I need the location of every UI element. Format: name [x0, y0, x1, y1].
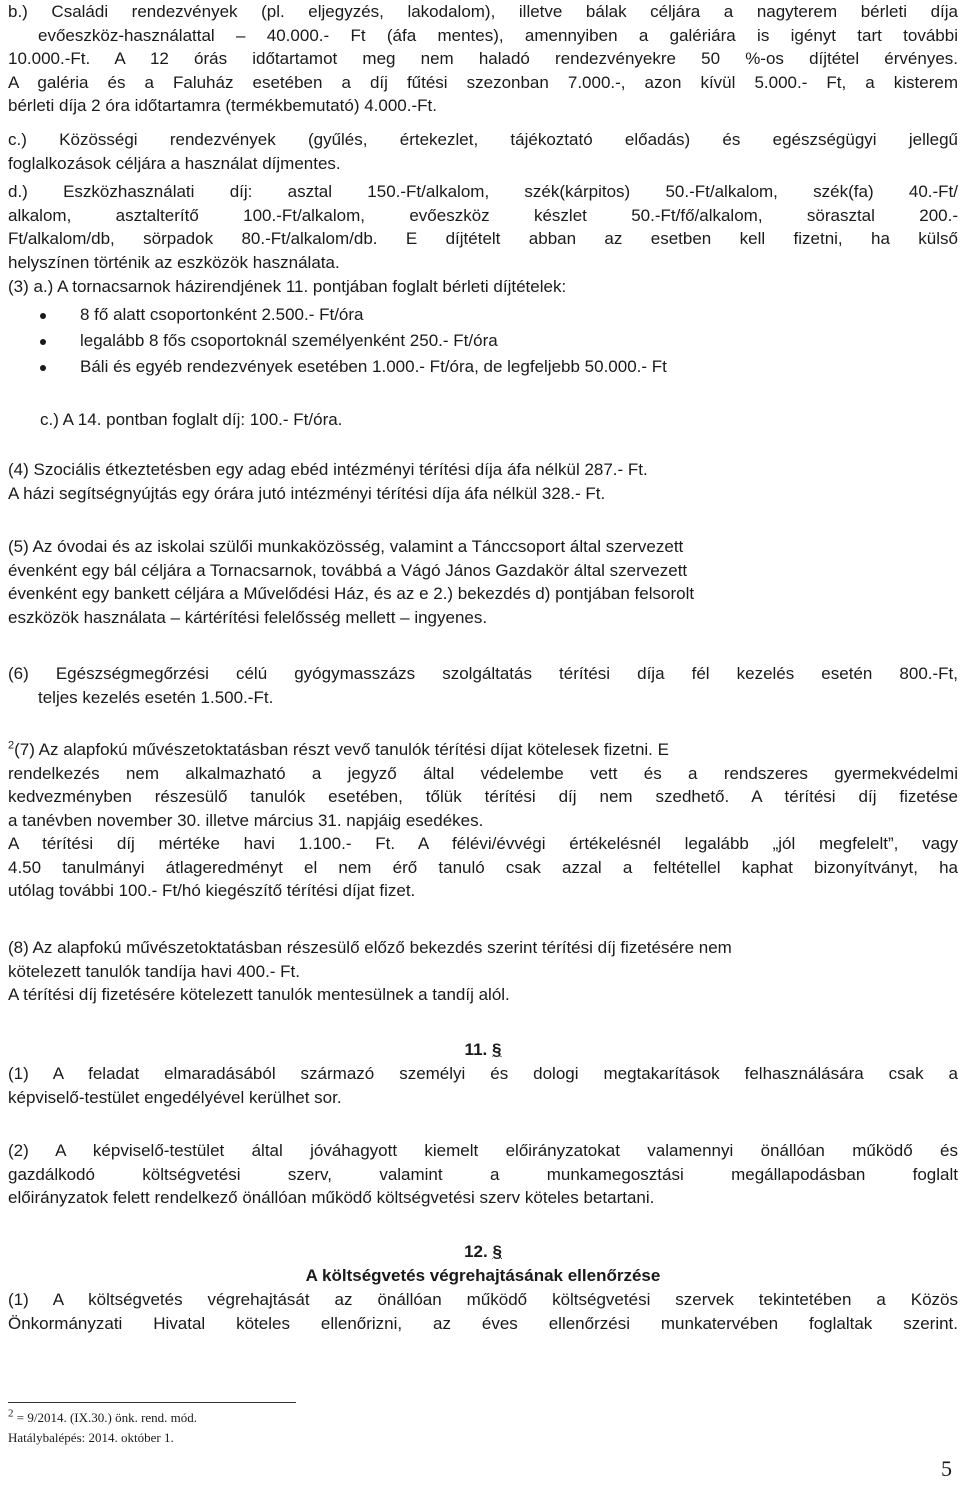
text-line: rendelkezés nem alkalmazható a jegyző által védelembe vett és a rendszeres gyermekvédelmi — [8, 763, 958, 783]
paragraph-7 — [8, 738, 958, 903]
bullet-icon — [40, 313, 46, 319]
paragraph-2d — [8, 180, 958, 274]
footnote-marker: 2 — [8, 1407, 14, 1420]
text-line: eszközök használata – kártérítési felelősség mellett – ingyenes. — [8, 607, 488, 627]
paragraph-3c: c.) A 14. pontban foglalt díj: 100.- Ft/óra. — [40, 410, 343, 429]
footnote-separator — [8, 1402, 296, 1403]
section-12-title: A költségvetés végrehajtásának ellenőrzése — [305, 1266, 661, 1285]
text-line: helyszínen történik az eszközök használata. — [8, 252, 340, 272]
text-line: 10.000.-Ft. A 12 órás időtartamot meg nem haladó rendezvényekre 50 %-os díjtétel érvényes. — [8, 49, 958, 68]
text-line: A galéria és a Faluház esetében a díj fűtési szezonban 7.000.-, azon kívül 5.000.- Ft, a kisterem — [8, 72, 958, 92]
text-line: d.) Eszközhasználati díj: asztal 150.-Ft/alkalom, szék(kárpitos) 50.-Ft/alkalom, szék(fa) 40.-Ft/ — [8, 182, 958, 201]
paragraph-4 — [8, 458, 958, 505]
text-line: (5) Az óvodai és az iskolai szülői munkaközösség, valamint a Tánccsoport által szervezett — [8, 537, 684, 556]
text-line: foglalkozások céljára a használat díjmentes. — [8, 153, 341, 173]
section-12-paragraph-1 — [8, 1288, 958, 1335]
text-line: (1) A feladat elmaradásából származó személyi és dologi megtakarítások felhasználására csak a — [8, 1064, 958, 1083]
bullet-list — [40, 302, 920, 380]
text-line: $^2$(7) Az alapfokú művészetoktatásban részt vevő tanulók térítési díjat kötelesek fizetni. E — [8, 739, 669, 759]
paragraph-3-intro: (3) a.) A tornacsarnok házirendjének 11. pontjában foglalt bérleti díjtételek: — [8, 277, 567, 296]
text-line: alkalom, asztalterítő 100.-Ft/alkalom, evőeszköz készlet 50.-Ft/fő/alkalom, sörasztal 200.- — [8, 205, 958, 225]
text-line: (1) A költségvetés végrehajtását az önállóan működő költségvetési szervek tekintetében a Közös — [8, 1290, 958, 1309]
text-line: A térítési díj fizetésére kötelezett tanulók mentesülnek a tandíj alól. — [8, 985, 510, 1004]
text-line: bérleti díja 2 óra időtartamra (termékbemutató) 4.000.-Ft. — [8, 96, 437, 115]
text-line: kötelezett tanulók tandíja havi 400.- Ft. — [8, 961, 301, 981]
text-line: évenként egy bál céljára a Tornacsarnok, továbbá a Vágó János Gazdakör által szervezett — [8, 560, 688, 580]
text-line: évenként egy bankett céljára a Művelődési Ház, és az e 2.) bekezdés d) pontjában felsorolt — [8, 584, 695, 603]
footnote: $^2$ = 9/2014. (IX.30.) önk. rend. mód. — [8, 1407, 198, 1425]
section-sign-icon: § — [491, 1040, 502, 1059]
text-line: utólag további 100.- Ft/hó kiegészítő térítési díjat fizet. — [8, 881, 416, 900]
text-line: Önkormányzati Hivatal köteles ellenőrizni, az éves ellenőrzési munkatervében foglaltak szerint. — [8, 1313, 958, 1333]
text-line: (8) Az alapfokú művészetoktatásban részesülő előző bekezdés szerint térítési díj fizetésére nem — [8, 938, 732, 957]
paragraph-6 — [8, 662, 958, 709]
list-item: legalább 8 fős csoportoknál személyenként 250.- Ft/óra — [40, 328, 920, 354]
section-12-heading: 12. § — [464, 1242, 502, 1261]
text-line: teljes kezelés esetén 1.500.-Ft. — [38, 687, 274, 707]
paragraph-2c — [8, 128, 958, 175]
bullet-icon — [40, 365, 46, 371]
text-line: A házi segítségnyújtás egy órára jutó intézményi térítési díja áfa nélkül 328.- Ft. — [8, 483, 606, 503]
section-11-heading: 11. § — [464, 1040, 502, 1059]
text-line: előirányzatok felett rendelkező önállóan működő költségvetési szerv köteles betartani. — [8, 1188, 655, 1207]
text-line: (2) A képviselő-testület által jóváhagyott kiemelt előirányzatokat valamennyi önállóan működő és — [8, 1141, 958, 1160]
text-line: a tanévben november 30. illetve március 31. napjáig esedékes. — [8, 810, 484, 830]
text-line: képviselő-testület engedélyével kerülhet sor. — [8, 1087, 342, 1107]
text-line: 4.50 tanulmányi átlageredményt el nem érő tanuló csak azzal a feltétellel kaphat bizonyítványt, ha — [8, 857, 958, 877]
text-line: c.) Közösségi rendezvények (gyűlés, értekezlet, tájékoztató előadás) és egészségügyi jellegű — [8, 130, 958, 149]
text-line: A térítési díj mértéke havi 1.100.- Ft. A félévi/évvégi értékelésnél legalább „jól megfelelt”, vagy — [8, 834, 958, 853]
section-sign-icon: § — [492, 1242, 502, 1261]
bullet-icon — [40, 339, 46, 345]
text-line: (6) Egészségmegőrzési célú gyógymasszázs szolgáltatás térítési díja fél kezelés esetén 800.-Ft, — [8, 664, 958, 683]
paragraph-8 — [8, 936, 958, 1007]
footnote-effective-date: Hatálybalépés: 2014. október 1. — [8, 1430, 174, 1445]
list-item: 8 fő alatt csoportonként 2.500.- Ft/óra — [40, 302, 920, 328]
text-line: kedvezményben részesülő tanulók esetében, tőlük térítési díj nem szedhető. A térítési díj fizetése — [8, 787, 958, 806]
text-line: gazdálkodó költségvetési szerv, valamint a munkamegosztási megállapodásban foglalt — [8, 1164, 958, 1184]
text-line: b.) Családi rendezvények (pl. eljegyzés, lakodalom), illetve bálak céljára a nagyterem bérleti díja — [8, 2, 958, 21]
paragraph-5 — [8, 535, 958, 629]
list-item: Báli és egyéb rendezvények esetében 1.000.- Ft/óra, de legfeljebb 50.000.- Ft — [40, 354, 920, 380]
paragraph-2b — [8, 0, 958, 118]
footnote-reference: 2 — [8, 739, 15, 752]
text-line: Ft/alkalom/db, sörpadok 80.-Ft/alkalom/db. E díjtételt abban az esetben kell fizetni, ha külső — [8, 229, 958, 248]
text-line: (4) Szociális étkeztetésben egy adag ebéd intézményi térítési díja áfa nélkül 287.- Ft. — [8, 460, 648, 479]
page-number: 5 — [941, 1456, 952, 1481]
section-11-paragraph-2 — [8, 1139, 958, 1210]
section-11-paragraph-1 — [8, 1062, 958, 1109]
text-line: evőeszköz-használattal – 40.000.- Ft (áfa mentes), amennyiben a galériára is igényt tart további — [38, 25, 958, 45]
